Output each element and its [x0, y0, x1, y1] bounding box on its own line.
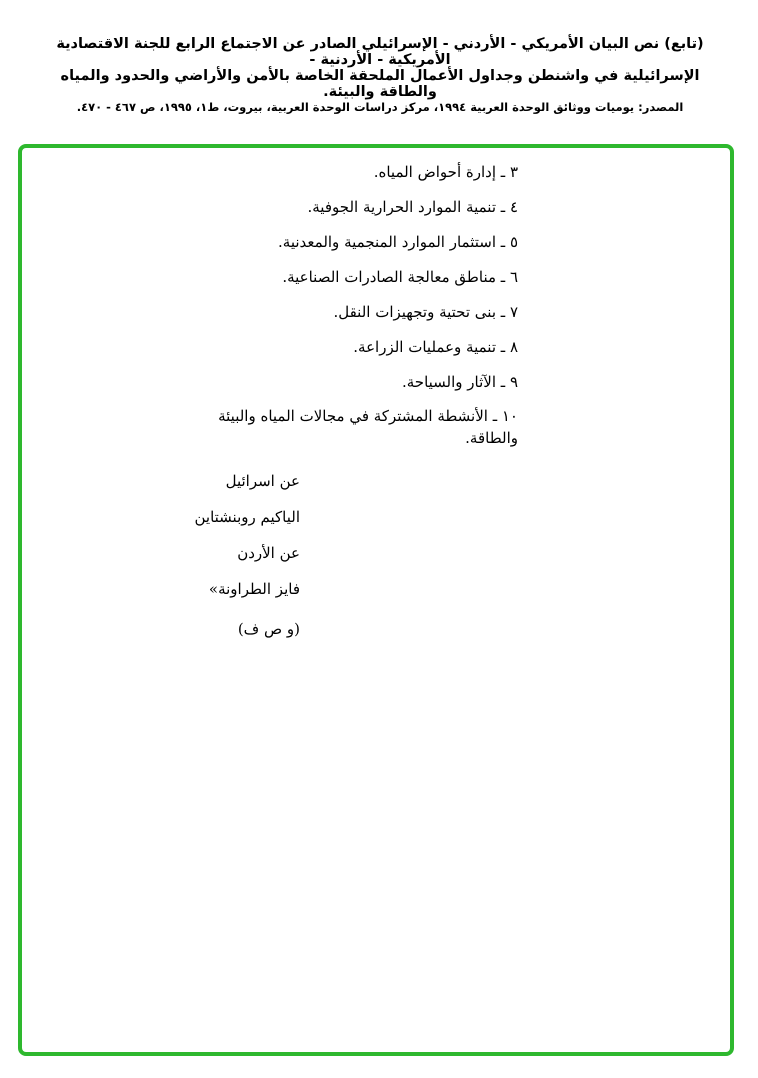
signature-jordan-label: عن الأردن — [237, 544, 300, 562]
list-item: ٥ ـ استثمار الموارد المنجمية والمعدنية. — [278, 233, 518, 251]
list-item: ٧ ـ بنى تحتية وتجهيزات النقل. — [333, 303, 518, 321]
list-item: ٨ ـ تنمية وعمليات الزراعة. — [353, 338, 518, 356]
list-item: ١٠ ـ الأنشطة المشتركة في مجالات المياه والبيئة والطاقة. — [218, 407, 518, 447]
list-item: ٩ ـ الآثار والسياحة. — [401, 373, 518, 391]
signature-israel-label: عن اسرائيل — [225, 472, 300, 490]
news-agency-credit: (و ص ف) — [237, 620, 300, 638]
header-title-line2: الإسرائيلية في واشنطن وجداول الأعمال الملحقة الخاصة بالأمن والأراضي والحدود والمياه والطاقة والبيئة. — [60, 68, 700, 100]
agenda-list — [178, 160, 518, 447]
signature-jordan-name: فايز الطراونة» — [208, 580, 300, 598]
header-title-line1: (تابع) نص البيان الأمريكي - الأردني - الإسرائيلي الصادر عن الاجتماع الرابع للجنة الاقتصادية الأمريكية - الأردنية - — [56, 36, 704, 68]
list-item: ٤ ـ تنمية الموارد الحرارية الجوفية. — [307, 198, 518, 216]
list-item: ٦ ـ مناطق معالجة الصادرات الصناعية. — [282, 268, 518, 286]
list-item: ٣ ـ إدارة أحواض المياه. — [373, 163, 518, 181]
header-source: المصدر: يوميات ووثائق الوحدة العربية ١٩٩٤، مركز دراسات الوحدة العربية، بيروت، ط١، ١٩٩٥، ص ٤٦٧ - ٤٧٠. — [76, 100, 684, 114]
signature-israel-name: الياكيم روبنشتاين — [194, 508, 300, 526]
